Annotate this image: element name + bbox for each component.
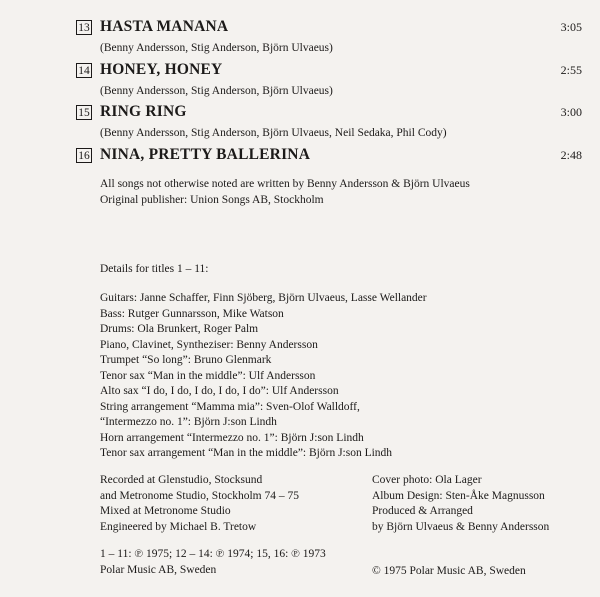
track-credits: (Benny Andersson, Stig Anderson, Björn Ulvaeus) [100, 85, 333, 97]
track-credits: (Benny Andersson, Stig Anderson, Björn Ulvaeus, Neil Sedaka, Phil Cody) [100, 127, 447, 139]
credit-line: Drums: Ola Brunkert, Roger Palm [100, 323, 259, 335]
musician-credits [100, 291, 427, 462]
credit-line: “Intermezzo no. 1”: Björn J:son Lindh [100, 416, 277, 428]
credit-line: Piano, Clavinet, Syntheziser: Benny Andersson [100, 338, 318, 351]
writer-note: All songs not otherwise noted are written by Benny Andersson & Björn Ulvaeus [100, 178, 470, 190]
phonogram-years: 1 – 11: ℗ 1975; 12 – 14: ℗ 1974; 15, 16: ℗ 1973 [100, 548, 326, 560]
track-credits: (Benny Andersson, Stig Anderson, Björn Ulvaeus) [100, 42, 333, 54]
credit-line: Tenor sax “Man in the middle”: Ulf Andersson [100, 369, 316, 382]
track-number: 13 [76, 20, 92, 35]
copyright-notice: © 1975 Polar Music AB, Sweden [372, 565, 526, 577]
track-number: 16 [76, 148, 92, 163]
production-line: Produced & Arranged [372, 505, 473, 517]
recording-line: and Metronome Studio, Stockholm 74 – 75 [100, 489, 300, 502]
publisher-note: Original publisher: Union Songs AB, Stockholm [100, 194, 324, 206]
details-heading: Details for titles 1 – 11: [100, 263, 209, 275]
track-title: RING RING [100, 103, 187, 120]
recording-line: Mixed at Metronome Studio [100, 505, 231, 517]
label-name: Polar Music AB, Sweden [100, 563, 217, 576]
credit-line: Guitars: Janne Schaffer, Finn Sjöberg, Björn Ulvaeus, Lasse Wellander [100, 292, 427, 304]
credit-line: Trumpet “So long”: Bruno Glenmark [100, 354, 272, 366]
recording-line: Engineered by Michael B. Tretow [100, 520, 257, 533]
track-number: 15 [76, 105, 92, 120]
track-title: HASTA MANANA [100, 18, 229, 35]
track-title: HONEY, HONEY [100, 61, 223, 78]
credit-line: Tenor sax arrangement “Man in the middle”: Björn J:son Lindh [100, 447, 393, 459]
track-duration: 3:05 [560, 20, 582, 34]
credit-line: Bass: Rutger Gunnarsson, Mike Watson [100, 307, 284, 320]
track-number: 14 [76, 63, 92, 78]
production-line: Album Design: Sten-Åke Magnusson [372, 489, 545, 502]
credit-line: String arrangement “Mamma mia”: Sven-Olof Walldoff, [100, 400, 360, 413]
track-title: NINA, PRETTY BALLERINA [100, 146, 311, 163]
track-duration: 2:55 [560, 63, 582, 77]
recording-line: Recorded at Glenstudio, Stocksund [100, 474, 263, 486]
recording-info [100, 473, 299, 535]
production-line: by Björn Ulvaeus & Benny Andersson [372, 520, 550, 533]
phonogram-copyright [100, 547, 326, 578]
credit-line: Alto sax “I do, I do, I do, I do, I do”: Ulf Andersson [100, 385, 339, 397]
credit-line: Horn arrangement “Intermezzo no. 1”: Björn J:son Lindh [100, 431, 364, 444]
track-duration: 2:48 [560, 148, 582, 162]
production-info [372, 473, 549, 535]
production-line: Cover photo: Ola Lager [372, 474, 482, 486]
track-duration: 3:00 [560, 105, 582, 119]
